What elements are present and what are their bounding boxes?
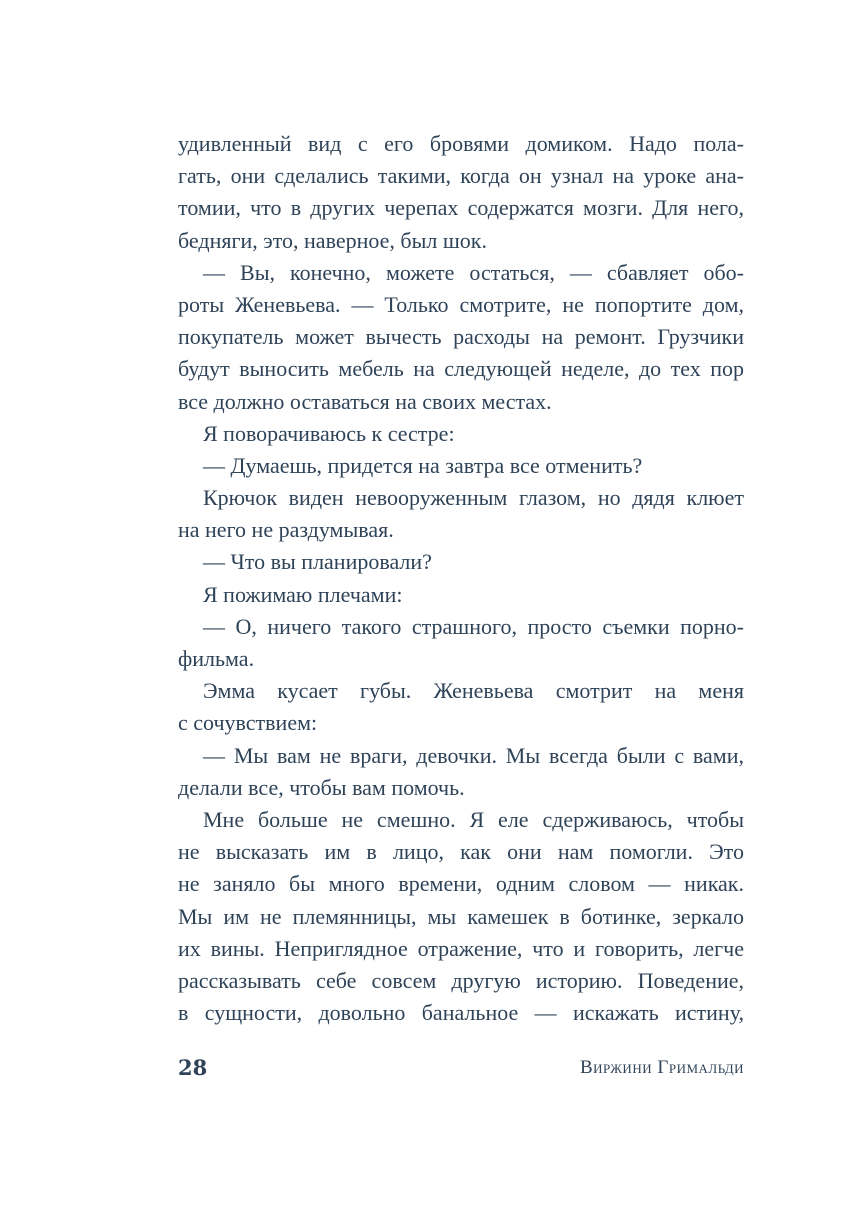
- text-line: Я пожимаю плечами:: [203, 581, 403, 607]
- body-text: [178, 128, 744, 1029]
- text-line: Мне больше не смешно. Я еле сдерживаюсь, чтобы: [203, 806, 744, 832]
- text-line: не заняло бы много времени, одним словом — никак.: [178, 871, 744, 897]
- text-line: гать, они сделались такими, когда он узнал на уроке ана-: [178, 163, 744, 189]
- text-line: — Что вы планировали?: [203, 549, 432, 575]
- text-line: рассказывать себе совсем другую историю. Поведение,: [178, 967, 744, 993]
- running-head-author: Виржини Гримальди: [579, 1057, 744, 1078]
- text-line: Крючок виден невооруженным глазом, но дядя клюет: [203, 485, 744, 511]
- text-line: все должно оставаться на своих местах.: [178, 388, 552, 414]
- text-line: на него не раздумывая.: [178, 517, 394, 543]
- text-line: роты Женевьева. — Только смотрите, не попортите дом,: [178, 291, 744, 317]
- text-line: Мы им не племянницы, мы камешек в ботинке, зеркало: [178, 903, 744, 929]
- text-line: с сочувствием:: [178, 710, 318, 736]
- text-line: делали все, чтобы вам помочь.: [178, 774, 465, 800]
- text-line: бедняги, это, наверное, был шок.: [178, 227, 487, 253]
- text-line: Эмма кусает губы. Женевьева смотрит на меня: [203, 678, 744, 704]
- page-footer: [178, 1052, 744, 1084]
- text-line: будут выносить мебель на следующей неделе, до тех пор: [178, 356, 744, 382]
- text-line: — Мы вам не враги, девочки. Мы всегда были с вами,: [203, 742, 744, 768]
- page-number: 28: [178, 1055, 208, 1080]
- text-line: — Вы, конечно, можете остаться, — сбавляет обо-: [203, 259, 744, 285]
- text-line: томии, что в других черепах содержатся мозги. Для него,: [178, 195, 744, 221]
- text-line: — Думаешь, придется на завтра все отменить?: [203, 452, 643, 478]
- text-line: покупатель может вычесть расходы на ремонт. Грузчики: [178, 324, 744, 350]
- text-line: их вины. Неприглядное отражение, что и говорить, легче: [178, 935, 744, 961]
- text-line: удивленный вид с его бровями домиком. Надо пола-: [178, 131, 744, 156]
- text-line: — О, ничего такого страшного, просто съемки порно-: [203, 613, 744, 639]
- text-line: фильма.: [178, 646, 255, 671]
- text-line: Я поворачиваюсь к сестре:: [203, 420, 455, 446]
- text-line: в сущности, довольно банальное — искажать истину,: [178, 1000, 744, 1026]
- text-line: не высказать им в лицо, как они нам помогли. Это: [178, 839, 744, 865]
